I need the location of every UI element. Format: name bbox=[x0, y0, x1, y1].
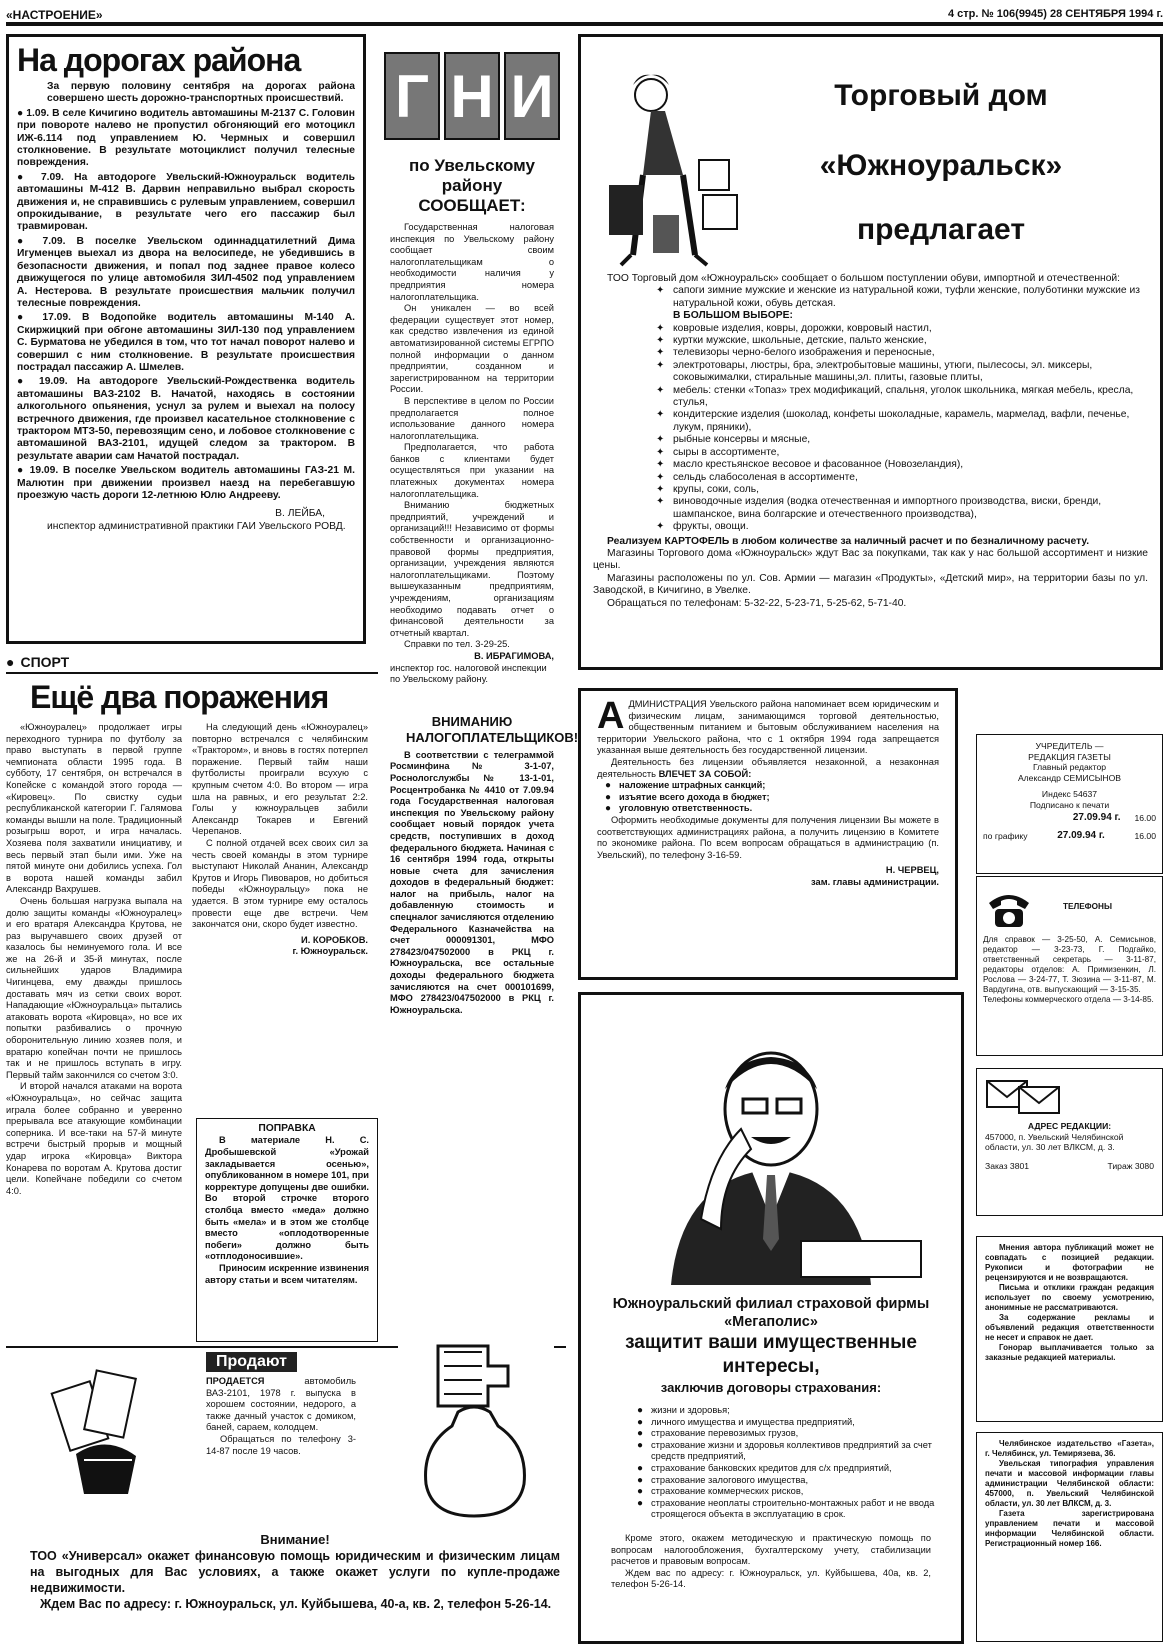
roads-item: ● 1.09. В селе Кичигино водитель автомашины М-2137 С. Головин при повороте налево не пропустил обгоняющий его мотоцикл ИЖ-6.114 под управлением Ю. Чермных и совершил столкновение. В результате мотоциклист получил телесные повреждения. bbox=[17, 108, 355, 170]
founder-row-2 bbox=[983, 831, 1156, 842]
admin-item: ● уголовную ответственность. bbox=[603, 803, 939, 815]
universal-text: ТОО «Универсал» окажет финансовую помощь юридическим и физическим лицам на выгодных для Вас условиях, а также окажет услуги по купле-продаже недвижимости. bbox=[30, 1549, 560, 1595]
phones-head bbox=[983, 883, 1156, 931]
founder-date-1: 27.09.94 г. bbox=[1072, 811, 1121, 823]
sale-ad-body bbox=[206, 1376, 356, 1434]
trade-item: ✦ виноводочные изделия (водка отечественная и импортного производства, виски, бренди, шампанское, вина болгарские и отечественного производства), bbox=[653, 496, 1148, 521]
section-name: «НАСТРОЕНИЕ» bbox=[6, 8, 103, 22]
founder-title-1: УЧРЕДИТЕЛЬ — bbox=[1035, 741, 1104, 751]
trade-title-3: предлагает bbox=[856, 213, 1026, 246]
sport-author: И. КОРОБКОВ. bbox=[301, 934, 368, 945]
gni-paragraph: Предполагается, что работа банков с клиентами будет осуществляться при указании на платежных документах номера налогоплательщика. bbox=[390, 442, 554, 499]
universal-address: Ждем Вас по адресу: г. Южноуральск, ул. Куйбышева, 40-а, кв. 2, телефон 5-26-14. bbox=[40, 1597, 552, 1611]
roads-author: В. ЛЕЙБА, bbox=[275, 508, 325, 520]
admin-notice bbox=[578, 688, 958, 980]
telephone-icon bbox=[983, 885, 1035, 929]
roads-title: На дорогах района bbox=[17, 42, 301, 78]
founder-editor: Александр СЕМИСЫНОВ bbox=[1017, 772, 1122, 783]
envelopes-illustration bbox=[985, 1075, 1154, 1121]
founder-row-1 bbox=[983, 813, 1156, 824]
insurance-item: ● страхование жизни и здоровья коллективов предприятий за счет средств предприятий, bbox=[635, 1440, 951, 1463]
trade-item: ✦ телевизоры черно-белого изображения и переносные, bbox=[653, 347, 1148, 359]
trade-list-1 bbox=[593, 285, 1148, 310]
trade-item: ✦ куртки мужские, школьные, детские, пальто женские, bbox=[653, 335, 1148, 347]
phones-box bbox=[976, 876, 1163, 1056]
sale-label-text: Продают bbox=[216, 1353, 287, 1370]
insurance-item: ● страхование неоплаты строительно-монтажных работ и не ввода строящегося объекта в эксплуатацию в срок. bbox=[635, 1498, 951, 1521]
sport-paragraph: Очень большая нагрузка выпала на долю защиты команды «Южноуралец» и его вратаря Александра Крутова, не раз выручавшего своих друзей от казалось бы неминуемого гола. И все же на 26-й и 35-й минутах, после сильнейших ударов Владимира Чигинцева, ему дважды пришлось доставать мяч из сетки своих ворот. Нападающие «Южноуральца» пытались атаковать ворота «Кировца», но все их попытки разбивались о прочную оборонительную линию хозяев поля, и вратарю копейчан почти не пришлось так и не пришлось вступать в игру. Первый тайм закончился со счетом 3:0. bbox=[6, 895, 182, 1080]
correction-text: В материале Н. С. Дробышевской «Урожай закладывается осенью», опубликованном в номере 101, при корректуре допущены две ошибки. Во второй строчке второго столбца вместо «меда» должно быть «мела» и в этом же столбце вместо «оплодотворенные побеги» должно быть «отплодоносившие». bbox=[205, 1135, 369, 1262]
trade-shops: Магазины Торгового дома «Южноуральск» ждут Вас за покупками, так как у нас большой ассортимент и низкие цены. bbox=[593, 547, 1148, 572]
gni-logo-letter: И bbox=[504, 52, 560, 140]
trade-item: ✦ фрукты, овощи. bbox=[653, 521, 1148, 533]
sport-author-city: г. Южноуральск. bbox=[292, 946, 368, 957]
insurance-item: ● жизни и здоровья; bbox=[635, 1405, 951, 1417]
gni-paragraph: Вниманию бюджетных предприятий, учреждений и организаций!!! Независимо от формы собственности и организационно-правовой формы предприятия, организации, учреждения являются налогоплательщиками. Поэтому вышеуказанным предприятиям, учреждениям, организациям необходимо подавать отчет о финансовой деятельности за отчетный квартал. bbox=[390, 500, 554, 638]
admin-consequence: ВЛЕЧЕТ ЗА СОБОЙ: bbox=[658, 768, 752, 779]
trade-potato: Реализуем КАРТОФЕЛЬ в любом количестве за наличный расчет и по безналичному расчету. bbox=[607, 535, 1090, 547]
sale-contact: Обращаться по телефону 3-14-87 после 19 часов. bbox=[206, 1433, 356, 1456]
phones-title: ТЕЛЕФОНЫ bbox=[1063, 902, 1112, 911]
trade-item: ✦ мебель: стенки «Топаз» трех модификаций, спальня, уголок школьника, мягкая мебель, кресла, стулья, bbox=[653, 385, 1148, 410]
admin-text-2 bbox=[597, 757, 939, 780]
gni-phone: Справки по тел. 3-29-25. bbox=[404, 639, 510, 650]
trade-item: ✦ рыбные консервы и мясные, bbox=[653, 434, 1148, 446]
trade-item: ✦ электротовары, люстры, бра, электробытовые машины, утюги, пылесосы, эл. миксеры, соковыжималки, стиральные машины,эл. плиты, газовые плиты, bbox=[653, 360, 1148, 385]
gni-author: В. ИБРАГИМОВА, bbox=[474, 650, 554, 661]
trade-item: ✦ сапоги зимние мужские и женские из натуральной кожи, туфли женские, полуботинки мужские из натуральной кожи, обувь детская. bbox=[653, 285, 1148, 310]
admin-author-role: зам. главы администрации. bbox=[811, 876, 939, 887]
admin-text-1: ДМИНИСТРАЦИЯ Увельского района напоминает всем юридическим и физическим лицам, занимающимся торговой деятельностью, общественным питанием и бытовым обслуживанием населения на территории Увельского района, что с 1 октября 1994 года запрещается указанная выше деятельность без государственной лицензии. bbox=[597, 699, 939, 756]
issue-info: 4 стр. № 106(9945) 28 СЕНТЯБРЯ 1994 г. bbox=[947, 8, 1163, 20]
sport-col-1 bbox=[6, 722, 182, 1197]
trade-choice-title: В БОЛЬШОМ ВЫБОРЕ: bbox=[673, 310, 793, 322]
trade-intro: ТОО Торговый дом «Южноуральск» сообщает о большом поступлении обуви, импортной и отечественной: bbox=[607, 273, 1121, 284]
businessman-phone-illustration bbox=[601, 1019, 941, 1289]
founder-index: Индекс 54637 bbox=[1041, 789, 1098, 800]
sale-title: ПРОДАЕТСЯ bbox=[206, 1376, 265, 1386]
roads-item: ● 7.09. В поселке Увельском одиннадцатилетний Дима Игуменцев выехал из двора на велосипеде, не убедившись в безопасности движения, и попал под заднее правое колесо движущегося по улице автомобиля ЗИЛ-4502 под управлением А. Нестерова. В результате происшествия мальчик получил телесные повреждения. bbox=[17, 236, 355, 310]
founder-signed: Подписано к печати bbox=[1029, 799, 1110, 810]
insurance-line-3: заключив договоры страхования: bbox=[660, 1380, 882, 1395]
trade-item: ✦ сельдь слабосоленая в ассортименте, bbox=[653, 472, 1148, 484]
admin-dropcap: А bbox=[597, 695, 625, 737]
trade-location: Магазины расположены по ул. Сов. Армии — магазин «Продукты», «Детский мир», на территории базы по ул. Заводской, в Кичигино, в Увелке. bbox=[593, 572, 1148, 597]
admin-item: ● изъятие всего дохода в бюджет; bbox=[603, 792, 939, 804]
universal-title: Внимание! bbox=[260, 1532, 330, 1547]
roads-item: ● 17.09. В Водопойке водитель автомашины М-140 А. Скиржицкий при обгоне автомашины ЗИЛ-130 под управлением С. Бурматова не убедился в том, что тот начал поворот налево и совершил с ним столкновение. В результате происшествия пострадал пассажир А. Шмелев. bbox=[17, 312, 355, 374]
opinion-p2: Письма и отклики граждан редакция использует по своему усмотрению, анонимные не рассматриваются. bbox=[985, 1283, 1154, 1312]
trade-phones: Обращаться по телефонам: 5-32-22, 5-23-71, 5-25-62, 5-71-40. bbox=[607, 597, 907, 609]
trade-item: ✦ масло крестьянское весовое и фасованное (Новозеландия), bbox=[653, 459, 1148, 471]
gni-title: по Увельскому району СООБЩАЕТ: bbox=[409, 156, 535, 215]
insurance-address: Ждем вас по адресу: г. Южноуральск, ул. Куйбышева, 40а, кв. 2, телефон 5-26-14. bbox=[611, 1567, 931, 1590]
insurance-list bbox=[591, 1405, 951, 1521]
founder-date-2: 27.09.94 г. bbox=[1057, 830, 1105, 842]
roads-item: ● 7.09. На автодороге Увельский-Южноуральск водитель автомашины М-412 В. Дарвин неправильно выбрал скорость движения и, не справившись с рулевым управлением, совершил опрокидывание, в результате чего его пассажир был травмирован. bbox=[17, 172, 355, 234]
address-box bbox=[976, 1068, 1163, 1216]
publisher-box bbox=[976, 1432, 1163, 1642]
sale-ad bbox=[206, 1376, 356, 1457]
phones-text: Для справок — 3-25-50, А. Семисынов, редактор — 3-23-73, Г. Подгайко, ответственный секретарь — 3-11-87, редакторы отделов: А. Примизенкин, Л. Рослова — 3-24-77, Т. Зюзина — 3-11-87, М. Вардугина, отв. выпускающий — 3-15-35. bbox=[983, 935, 1156, 994]
gni-paragraph: Государственная налоговая инспекция по Увельскому району сообщает своим налогоплательщикам о необходимости наличия у предприятия номера налогоплательщика. bbox=[390, 222, 554, 302]
founder-box bbox=[976, 734, 1163, 874]
publisher-p2: Увельская типография управления печати и массовой информации главы администрации Челябинской области: 457000, п. Увельский Челябинской области, ул. 30 лет ВЛКСМ, д. 3. bbox=[985, 1459, 1154, 1508]
insurance-item: ● страхование залогового имущества, bbox=[635, 1475, 951, 1487]
sport-paragraph: На следующий день «Южноуралец» повторно встречался с челябинским «Трактором», и вновь в гостях потерпел поражение. Первый тайм наши футболисты проиграли всухую с крупным счетом 4:0. Во втором — игра шла на равных, и его результат 2:2. Голы у южноуральцев забили Александр Токарев и Евгений Черепанов. bbox=[192, 722, 368, 837]
trade-title-2: «Южноуральск» bbox=[819, 149, 1063, 182]
founder-time-1: 16.00 bbox=[1134, 812, 1156, 823]
roads-author-role: инспектор административной практики ГАИ Увельского РОВД. bbox=[47, 520, 346, 532]
sport-label-row bbox=[6, 654, 378, 674]
publisher-p1: Челябинское издательство «Газета», г. Челябинск, ул. Темирязева, 36. bbox=[985, 1439, 1154, 1458]
insurance-line-1: Южноуральский филиал страховой фирмы «Мегаполис» bbox=[612, 1296, 930, 1330]
page-header bbox=[6, 4, 1163, 26]
envelope-icon bbox=[985, 1077, 1065, 1117]
money-hand-illustration bbox=[46, 1364, 166, 1504]
roads-items bbox=[17, 108, 355, 503]
insurance-ad bbox=[578, 992, 964, 1644]
opinion-p4: Гонорар выплачивается только за заказные редакцией материалы. bbox=[985, 1343, 1154, 1362]
sale-text: автомобиль ВАЗ-2101, 1978 г. выпуска в хорошем состоянии, недорого, а также дачный участок с домиком, баней, сараем, колодцем. bbox=[206, 1376, 356, 1433]
opinion-p1: Мнения автора публикаций может не совпадать с позицией редакции. Рукописи и фотографии не рецензируются и не возвращаются. bbox=[985, 1243, 1154, 1282]
address-print-run: Тираж 3080 bbox=[1107, 1160, 1154, 1171]
insurance-item: ● страхование перевозимых грузов, bbox=[635, 1428, 951, 1440]
admin-author: Н. ЧЕРВЕЦ, bbox=[885, 865, 939, 876]
trade-item: ✦ крупы, соки, соль, bbox=[653, 484, 1148, 496]
address-row bbox=[985, 1161, 1154, 1172]
correction-title: ПОПРАВКА bbox=[258, 1123, 316, 1134]
roads-item: ● 19.09. В поселке Увельском водитель автомашины ГАЗ-21 М. Малютин при движении произвел наезд на перебегавшую проезжую часть дороги 12-летнюю Юлю Андрееву. bbox=[17, 465, 355, 502]
sport-paragraph: «Южноуралец» продолжает игры переходного турнира по футболу за право выступать в первой группе чемпионата области 1995 года. В субботу, 17 сентября, он встречался в Копейске с командой этого города — «Кировец». По свистку судьи республиканской категории Г. Галямова команды вышли на поле. Традиционный розыгрыш ворот, и игра началась. Хозяева поля захватили инициативу, и весь первый этап были ими. Уже на пятой минуте они добились успеха. Гол в ворота нашей команды забил Александр Вахрушев. bbox=[6, 722, 182, 895]
woman-shopping-illustration bbox=[603, 65, 743, 275]
address-title: АДРЕС РЕДАКЦИИ: bbox=[1027, 1121, 1112, 1131]
founder-title-2: РЕДАКЦИЯ ГАЗЕТЫ bbox=[1028, 751, 1111, 762]
sport-label: СПОРТ bbox=[20, 654, 70, 670]
trade-body bbox=[593, 273, 1148, 610]
founder-time-2: 16.00 bbox=[1134, 831, 1156, 842]
founder-by-schedule: по графику bbox=[983, 831, 1028, 842]
sport-bullet-icon: ● bbox=[6, 654, 15, 670]
roads-intro: За первую половину сентября на дорогах района совершено шесть дорожно-транспортных происшествий. bbox=[47, 81, 355, 105]
sale-label bbox=[206, 1352, 297, 1372]
founder-editor-role: Главный редактор bbox=[1032, 762, 1107, 773]
sport-paragraph: С полной отдачей всех своих сил за честь своей команды в этом турнире выступают Николай Ананин, Александр Крутов и Игорь Пивоваров, но добиться победы «Южноуральцу» пока не удается. В этом турнире ему осталось провести еще две встречи. Чем закончатся они, скоро будет известно. bbox=[192, 837, 368, 930]
address-text: 457000, п. Увельский Челябинской области, ул. 30 лет ВЛКСМ, д. 3. bbox=[985, 1131, 1124, 1153]
gni-logo-letter: Г bbox=[384, 52, 440, 140]
insurance-item: ● страхование коммерческих рисков, bbox=[635, 1486, 951, 1498]
gni-logo bbox=[382, 52, 562, 142]
gni-paragraph: Он уникален — во всей федерации существует этот номер, как средство извлечения из единой автоматизированной системы ЕГРПО полной информации о данном предприятии, созданном и зарегистрированном на территории России. bbox=[390, 303, 554, 395]
gni-body bbox=[382, 222, 562, 686]
universal-ad bbox=[30, 1532, 560, 1642]
money-bag-hand-illustration bbox=[398, 1316, 554, 1526]
sport-title: Ещё два поражения bbox=[30, 679, 329, 715]
gni-column bbox=[382, 34, 579, 1274]
attention-title: ВНИМАНИЮ НАЛОГОПЛАТЕЛЬЩИКОВ! bbox=[406, 713, 579, 745]
insurance-footer: Кроме этого, окажем методическую и практическую помощь по вопросам налогообложения, бухгалтерскому учету, стабилизации расчетов и правовым вопросам. bbox=[611, 1532, 931, 1567]
insurance-item: ● страхование банковских кредитов для с/х предприятий, bbox=[635, 1463, 951, 1475]
attention-text: В соответствии с телеграммой Росминфина № 3-1-07, Роснологслужбы № 13-1-01, Росцентробанка № 4410 от 7.09.94 года Государственная налоговая инспекция по Увельскому району сообщает новый порядок учета средств, поступивших в доход федерального бюджета. Начиная с 16 сентября 1994 года, открыты новые счета для зачисления доходов в федеральный бюджет: налог на прибыль, налог на добавленную стоимость и спецналог зачисляются отделению Федерального Казначейства на счет 000091301, МФО 278423/047502000 в РКЦ г. Южноуральска, все остальные доходы федерального бюджета зачисляются на счет 000101699, МФО 278423/047502000 в РКЦ г. Южноуральска. bbox=[390, 749, 554, 1015]
correction-box bbox=[196, 1118, 378, 1342]
trade-list-2 bbox=[593, 323, 1148, 534]
address-order: Заказ 3801 bbox=[985, 1160, 1030, 1171]
roads-item: ● 19.09. На автодороге Увельский-Рождественка водитель автомашины ВАЗ-2102 В. Начатой, находясь в состоянии алкогольного опьянения, уснул за рулем и выехал на полосу встречного движения, где произвел касательное столкновение с трактором МТЗ-50, перевозящим сено, и лобовое столкновение с автомашиной ВАЗ-2101, идущей следом за трактором. В результате аварии сам Начатой пострадал. bbox=[17, 376, 355, 463]
trade-item: ✦ кондитерские изделия (шоколад, конфеты шоколадные, карамель, мармелад, вафли, печенье, лукум, пряники), bbox=[653, 409, 1148, 434]
sport-paragraph: И второй начался атаками на ворота «Южноуральца», но сейчас защита играла более собранно и уверенно прерывала все атакующие комбинации соперника. И все-таки на 57-й минуте встречи быстрый прорыв и мощный удар игрока «Кировца» Виктора Конарева по воротам А. Крутова достиг цели. Копейчане победили со счетом 4:0. bbox=[6, 1081, 182, 1196]
trade-item: ✦ ковровые изделия, ковры, дорожки, ковровый настил, bbox=[653, 323, 1148, 335]
admin-text-2-body: Деятельность без лицензии объявляется незаконной, а незаконная деятельность bbox=[597, 756, 939, 779]
trade-house-ad bbox=[578, 34, 1163, 670]
gni-paragraph: В перспективе в целом по России предполагается полное использование данного номера налогоплательщика. bbox=[390, 395, 554, 441]
admin-text-3: Оформить необходимые документы для получения лицензии Вы можете в соответствующих администрациях района, а получить лицензию в Комитете по экономике района. По всем вопросам обращаться в администрацию (п. Увельский), по телефону 3-16-59. bbox=[597, 814, 939, 860]
phones-commercial: Телефоны коммерческого отдела — 3-14-85. bbox=[983, 995, 1154, 1004]
trade-item: ✦ сыры в ассортименте, bbox=[653, 447, 1148, 459]
admin-item: ● наложение штрафных санкций; bbox=[603, 780, 939, 792]
insurance-line-2: защитит ваши имущественные интересы, bbox=[625, 1332, 917, 1377]
correction-apology: Приносим искренние извинения автору статьи и всем читателям. bbox=[205, 1262, 369, 1285]
gni-logo-letter: Н bbox=[444, 52, 500, 140]
gni-author-role: инспектор гос. налоговой инспекции по Увельскому району. bbox=[390, 662, 547, 685]
admin-list bbox=[597, 780, 939, 815]
opinion-box bbox=[976, 1236, 1163, 1422]
publisher-p3: Газета зарегистрирована управлением печати и массовой информации Челябинской области. Регистрационный номер 166. bbox=[985, 1509, 1154, 1548]
roads-article bbox=[6, 34, 366, 644]
trade-title-1: Торговый дом bbox=[834, 79, 1048, 112]
insurance-item: ● личного имущества и имущества предприятий, bbox=[635, 1417, 951, 1429]
opinion-p3: За содержание рекламы и объявлений редакция ответственности не несет и справок не дает. bbox=[985, 1313, 1154, 1342]
